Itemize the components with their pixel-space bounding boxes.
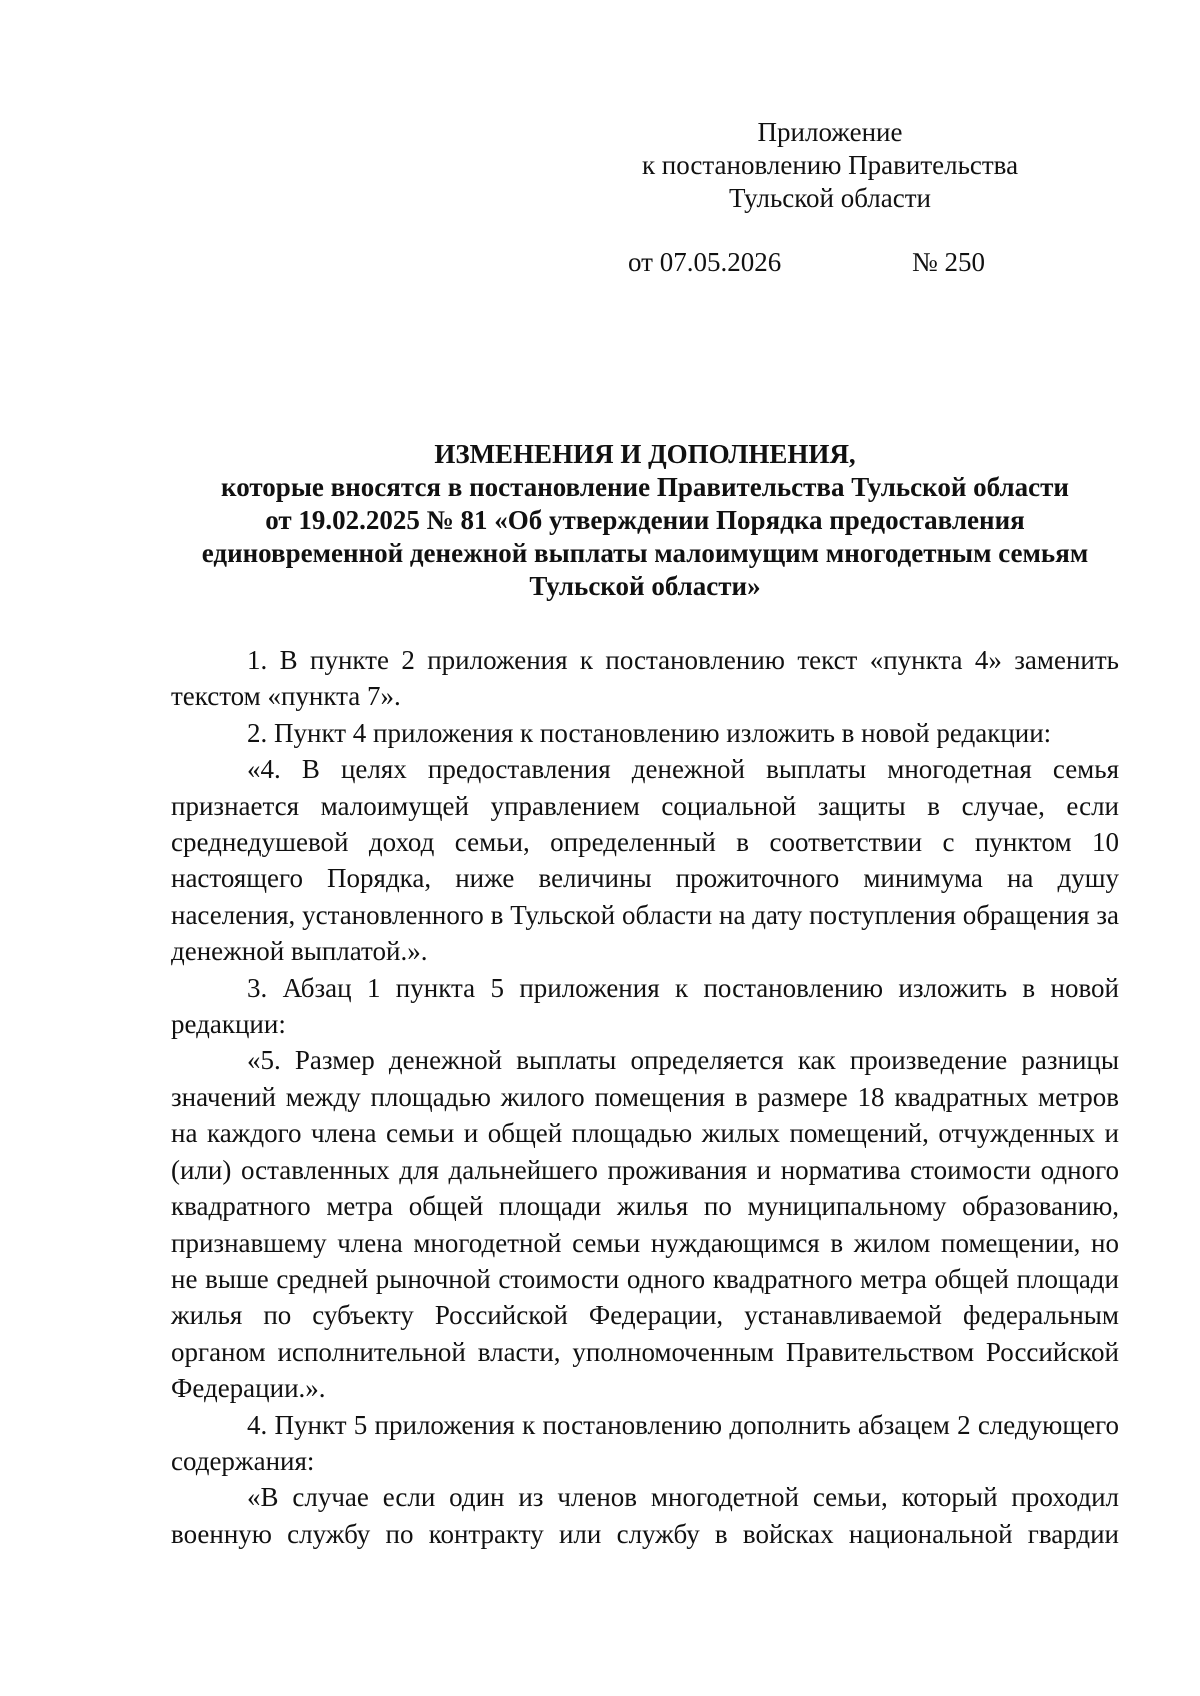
paragraph-5: «5. Размер денежной выплаты определяется как произведение разницы значений между площадью жилого помещения в размере 18 квадратных метров на каждого члена семьи и общей площадью жилых помещений, отчужденных и (или) оставленных для дальнейшего проживания и норматива стоимости одного квадратного метра общей площади жилья по муниципальному образованию, признавшему члена многодетной семьи нуждающимся в жилом помещении, но не выше средней рыночной стоимости одного квадратного метра общей площади жилья по субъекту Российской Федерации, устанавливаемой федеральным органом исполнительной власти, уполномоченным Правительством Российской Федерации.». [171, 1045, 1119, 1404]
title-line-4: единовременной денежной выплаты малоимущим многодетным семьям [201, 538, 1089, 568]
title-line-2: которые вносятся в постановление Правительства Тульской области [221, 472, 1069, 502]
title-line-3: от 19.02.2025 № 81 «Об утверждении Порядка предоставления [265, 505, 1025, 535]
title-line-5: Тульской области» [529, 571, 761, 601]
approval-number: № 250 [912, 247, 986, 277]
paragraph-7: «В случае если один из членов многодетной семьи, который проходил военную службу по контракту или службу в войсках национальной гвардии [171, 1482, 1119, 1549]
approval-line-annex: Приложение [757, 117, 903, 147]
document-title [170, 438, 1120, 603]
paragraph-2: 2. Пункт 4 приложения к постановлению изложить в новой редакции: [247, 717, 1052, 748]
approval-date: от 07.05.2026 [628, 247, 782, 277]
paragraph-6: 4. Пункт 5 приложения к постановлению дополнить абзацем 2 следующего содержания: [171, 1409, 1119, 1476]
approval-line-resolution: к постановлению Правительства [641, 150, 1019, 180]
document-body [171, 642, 1119, 1552]
paragraph-4: 3. Абзац 1 пункта 5 приложения к постановлению изложить в новой редакции: [171, 972, 1119, 1040]
approval-block [620, 116, 1040, 215]
paragraph-1: 1. В пункте 2 приложения к постановлению текст «пункта 4» заменить текстом «пункта 7». [171, 645, 1119, 712]
paragraph-3: «4. В целях предоставления денежной выплаты многодетная семья признается малоимущей управлением социальной защиты в случае, если среднедушевой доход семьи, определенный в соответствии с пунктом 10 настоящего Порядка, ниже величины прожиточного минимума на душу населения, установленного в Тульской области на дату поступления обращения за денежной выплатой.». [171, 754, 1119, 967]
title-line-1: ИЗМЕНЕНИЯ И ДОПОЛНЕНИЯ, [434, 439, 856, 469]
approval-line-region: Тульской области [729, 183, 931, 213]
